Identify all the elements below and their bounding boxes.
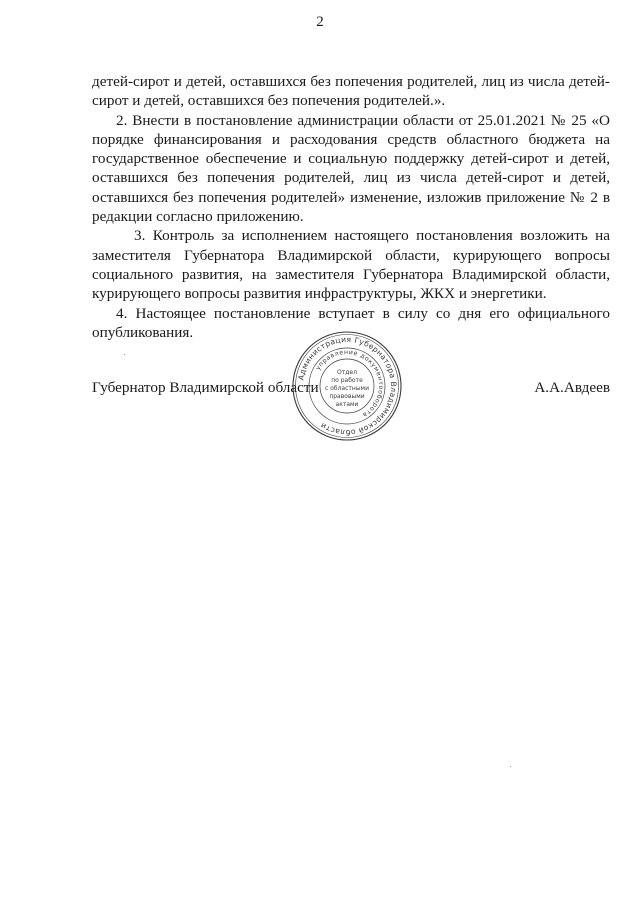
document-body	[92, 72, 610, 342]
seal-center-line-2: по работе	[331, 377, 363, 384]
paragraph-4: 4. Настоящее постановление вступает в силу со дня его официального опубликования.	[92, 304, 610, 341]
signatory-title: Губернатор Владимирской области	[92, 379, 319, 396]
seal-center-line-4: правовыми	[329, 393, 365, 400]
seal-center-line-3: с областными	[325, 385, 369, 392]
seal-graphic	[291, 330, 403, 442]
seal-center-line-1: Отдел	[337, 369, 357, 376]
paragraph-3: 3. Контроль за исполнением настоящего постановления возложить на заместителя Губернатора Владимирской области, курирующего вопросы социального развития, на заместителя Губернатора Владимирской области, курирующего вопросы развития инфраструктуры, ЖКХ и энергетики.	[92, 227, 610, 303]
signatory-name: А.А.Авдеев	[534, 379, 610, 396]
seal-outer-text: Администрация Губернатора Владимирской области	[296, 334, 399, 438]
official-seal	[291, 330, 403, 442]
page-number: 2	[316, 14, 324, 30]
seal-inner-text: управление документооборота	[314, 348, 385, 419]
paragraph-2: 2. Внести в постановление администрации области от 25.01.2021 № 25 «О порядке финансирования и расходования средств областного бюджета на государственное обеспечение и социальную поддержку детей-сирот и детей, оставшихся без попечения родителей, лиц из числа детей-сирот и детей, оставшихся без попечения родителей» изменение, изложив приложение № 2 в редакции согласно приложению.	[92, 111, 610, 226]
scan-speck	[124, 354, 125, 355]
seal-center-line-5: актами	[335, 401, 359, 408]
scan-speck	[510, 766, 511, 767]
paragraph-continuation: детей-сирот и детей, оставшихся без попечения родителей, лиц из числа детей-сирот и детей, оставшихся без попечения родителей.».	[92, 73, 610, 110]
